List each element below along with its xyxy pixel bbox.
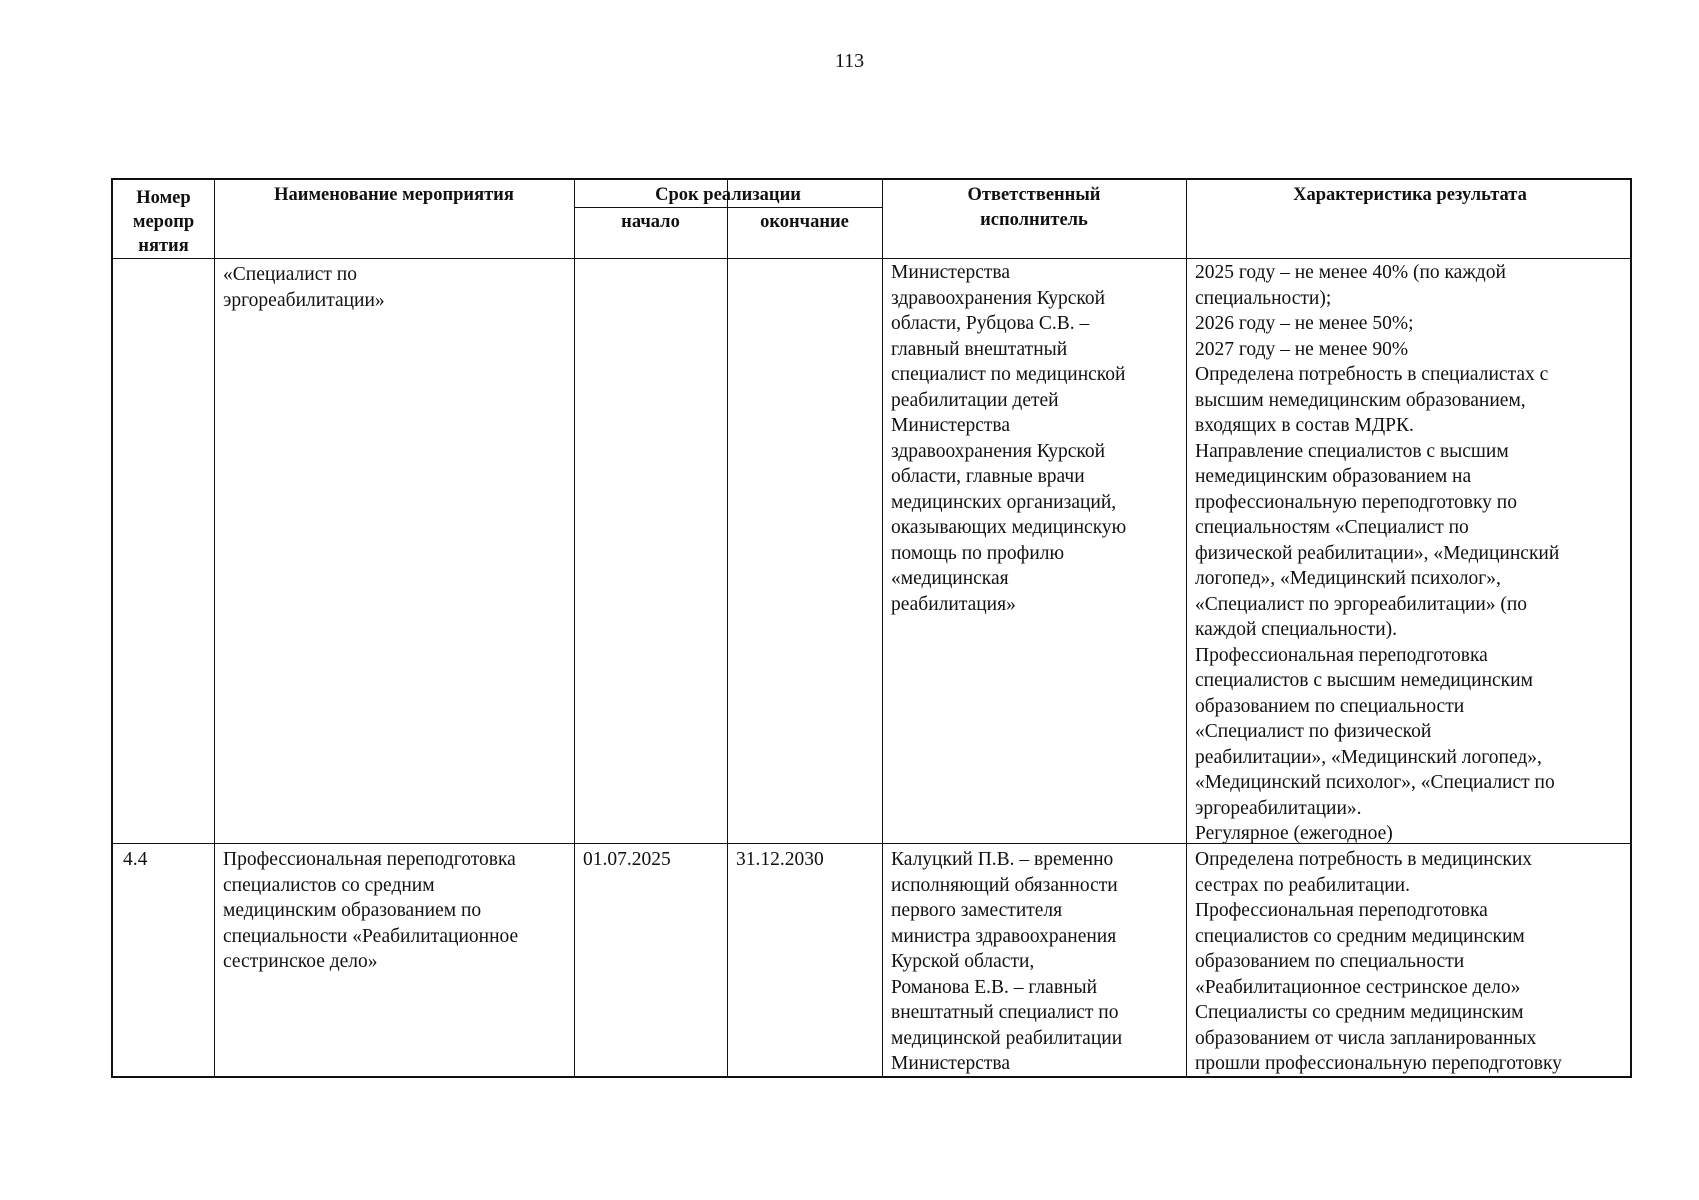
header-name: Наименование мероприятия [274, 185, 514, 205]
header-end: окончание [760, 212, 849, 232]
column-divider [574, 180, 575, 1076]
column-divider [882, 180, 883, 1076]
header-term: Срок реализации [655, 185, 801, 205]
column-divider [1186, 180, 1187, 1076]
column-divider [727, 180, 728, 1076]
row2-number: 4.4 [123, 849, 148, 870]
row1-result: 2025 году – не менее 40% (по каждой специальности); 2026 году – не менее 50%; 2027 году – не менее 90% Определена потребность в специалистах с высшим немедицинским образованием, входящих в состав МДРК. Направление специалистов с высшим немедицинским образованием на профессиональную переподготовку по специальностям «Специалист по физической реабилитации», «Медицинский логопед», «Медицинский психолог», «Специалист по эргореабилитации» (по каждой специальности). Профессиональная переподготовка специалистов с высшим немедицинским образованием по специальности «Специалист по физической реабилитации», «Медицинский логопед», «Медицинский психолог», «Специалист по эргореабилитации». Регулярное (ежегодное) [1195, 262, 1560, 844]
events-table [111, 178, 1632, 1078]
row1-name: «Специалист по эргореабилитации» [223, 264, 385, 311]
row2-responsible: Калуцкий П.В. – временно исполняющий обязанности первого заместителя министра здравоохранения Курской области, Романова Е.В. – главный внештатный специалист по медицинской реабилитации Министерства [891, 849, 1123, 1074]
row2-result: Определена потребность в медицинских сестрах по реабилитации. Профессиональная переподготовка специалистов со средним медицинским образованием по специальности «Реабилитационное сестринское дело» Специалисты со средним медицинским образованием от числа запланированных прошли профессиональную переподготовку [1195, 849, 1562, 1074]
row2-name: Профессиональная переподготовка специалистов со средним медицинским образованием по специальности «Реабилитационное сестринское дело» [223, 849, 519, 972]
header-number: Номер меропр нятия [132, 188, 195, 256]
header-result: Характеристика результата [1293, 185, 1527, 205]
row2-end: 31.12.2030 [736, 849, 824, 870]
column-divider [214, 180, 215, 1076]
header-responsible: Ответственный исполнитель [967, 185, 1101, 230]
row2-start: 01.07.2025 [583, 849, 671, 870]
row1-responsible: Министерства здравоохранения Курской области, Рубцова С.В. – главный внештатный специалист по медицинской реабилитации детей Министерства здравоохранения Курской области, главные врачи медицинских организаций, оказывающих медицинскую помощь по профилю «медицинская реабилитация» [891, 262, 1127, 615]
page-number: 113 [834, 50, 865, 72]
header-divider [113, 258, 1630, 259]
header-start: начало [621, 212, 680, 232]
